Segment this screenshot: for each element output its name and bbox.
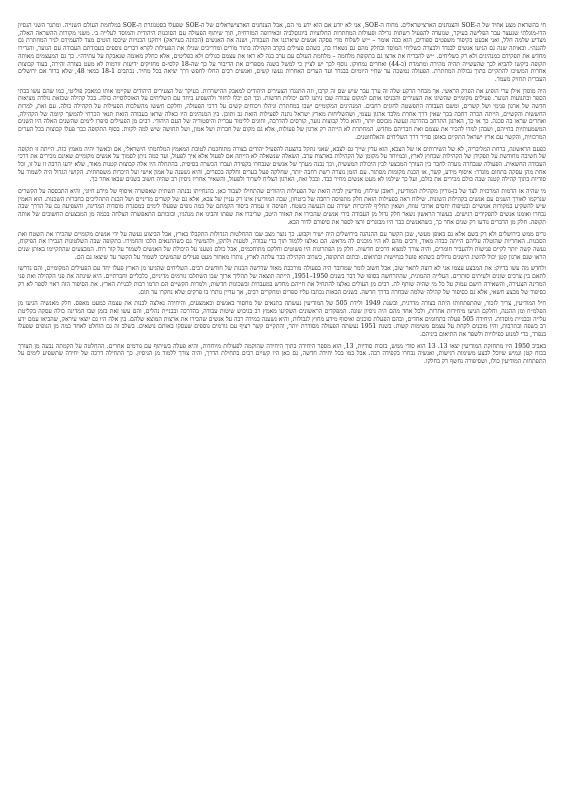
paragraph-8: באביב 1950 היו מתחזקת המודיעין יצאו 13. 13 הוא סודי ממש, בזכות סודיות, 13, הוא מספר היחידה בתוך היחידה שהוקמה לפעולות מיוחדות, והיא פעלה בשיתוף עם גורמים אחרים. ההחלטה על הקמתה נבעה מן הצורך בכוח קטן וגמיש שיוכל לבצע משימות רגישות, ואנשיה נבחרו בקפידה רבה. אבל כמו בכל יחידה חדשה, גם כאן היו קשיים רבים בתחילת הדרך, והיה צורך ללמוד מן הניסיון. כך התחילה דרכה של יחידה שתשפיע לימים על התפתחות המודיעין כולו, ושסיפורה נחשף רק בחלקו. [18,342,547,366]
paragraph-1: חי בהשראת מצע אחיד של ה-SOE והצנחנים הארצישראלים. מחוח ה-SOE, אני לא יודע אם הוא ידע מי הם, אבל הצנחנים הארצישראלים של ה-SOE שפעלו בסטנוגרת ה-SOE במלחמת העולם השנייה. ומתגר השני הנסיון הדו-מוגלתי שנעצר עבר הפלישה בעיקר, שנועדה להפעיל רשתות גרילה ופעולות המחתרות החלוציות ביוגוסלביה ובאירופה המזרחית, תוך שיתוף הפעולה עם הסוכנות היהודית והמוסד לעלייה ב׳. משני מקורות ההשראה האלה, מצדיע שלמה חלל, ואני אבעט בקיפור משפטים ספורים, הוא כבה אומר – ״יש לשלוח מדי פסקה אנשים שיארגנו את העבודה, ושנה את האנשים (הכוונה בעיראק) ויחקנו הכנויות שיכסו הוטים מצד להעמידם לניר המחתרת גם להגנה״. ובאותה שנה גם הגיעו אנשים לבגדד ולבצרה כשליחי המוסד ובחלק מהם גם נשארו בה, כשהם פעילים בקרב הקהילה בתור מורים ומדריכים שגילו את הפעילות לקרא דברים נוספים בעבודתם העבודה עם הנוער, והגדירו מחדש את תפקידם כמנהיגים ולא רק כשליחים. ״יש להבריח את ארצו גם בתקופת מלחמה – מלחמת העולם עם ערב בנה לא ראו את עצמם כגולים ולא כפליטים, אלא כחלק מאומה שנאבקת על עתידה״. כך גם המעצמים מאותה תקופה ביקשו להביא לכך שהעשייה תהיה מהירה ומתמדת (כ-44) ואחרים נמחוקו. נוסף לכך יש לציין כי למשל בשנה מספרים את הדיבור על כך שה-18 קלסי-ם מחזיקים ידיעות זורמות לא מעט בצורה זהירה, בעוד קבוצות אחרות המשיכו להתקיים בתוך גבולות המחתרת. הפעולה נמשכה עד שחיי היומיום בבגדד ועד הערים האחרות נעשו קשים, ואנשים רבים החלו לחפש דרך יציאה בכל מחיר. נכתבים 18-1 במאי 48, שלא ברור אם ירושלים העברית תחזיק מעמד. [18,22,547,83]
document-page [18,22,546,782]
paragraph-7: חיל המודיעין, צריך לזכור, שהתפתחותו היתה בצורה מדרגית, ובשנת 1949 ולידת 505 של המודיעין נעשתה בתנאים של מחסור באנשים ובאמצעים, והיחידה נאלצה לבנות את עצמה כמעט מאפס. חלק מאנשיה הגיעו מן הפלמ״ח ומן ההגנה, וחלקם הגיעו מיחידות אחרות, ולכל אחד מהם היה ניסיון שונה. המפקדים הראשונים השקיעו מאמץ רב בגיבוש שיטות עבודה, בהדרכה ובבניית נהלים, והם עשו זאת בזמן שבו המדינה כולה עסקה בקליטת עלייה ובבניית מוסדות. היחידה 505 פעלה בתחומים אחדים, ובהם הפעלת סוכנים ואיסוף מידע מחוץ לגבולות, והיא נשענה במידה רבה על אנשים שהכירו את ארצות המוצא שלהם. בין אלה היו גם יוצאי עיראק, שהביאו עמם ידע רב בשפה ובתרבות, והיו מוכנים לקחת על עצמם משימות קשות. בשנת 1951 נעשתה הפעולה מסודרת יותר, והתקיים קשר רציף עם גורמים נוספים שעסקו באותם נושאים. בשלב זה גם הוחלט לאחד כמה מן הגופים שפעלו בנפרד, כדי למנוע כפילויות ולשפר את התיאום ביניהם. [18,300,546,339]
paragraph-4: מי שהיה אז הדמות המרכזית לצד של בן-גוריון מקהילת המודיעין, ראובן שילוח, מודיעין לביה הזאת של הפעילות היהודים שהתחילו לעבוד כאן. בהנחייתו נבנתה תשתית שאפשרה איסוף של מידע חיוני, והיא התבססה על הקשרים שנרקמו לאורך השנים עם אנשים בקהילות השונות. שילוח ראה בפעילות הזאת חלק מתפיסה רחבה של ביטחון, שבה המודיעין אינו רק עניין של צבא, אלא גם של קשרים מדיניים ושל הבנת התהליכים בחברות השכנות. הוא האמין שיש להשקיע במקורות אנושיים ובטיפוח יחסים ארוכי טווח, ושאין תחליף להיכרות ישירה עם הנעשה בשטח. תפיסה זו עמדה ביסוד הקמתם של כמה גופים שפעלו לימים במסגרת מוסדות המדינה, והשפיעה גם על הדרך שבה נבחרו ואומנו אנשים לתפקידים רגישים. בעשור הראשון נשאר חלק גדול מן העבודה בידי אנשים שהכירו את האזור היטב, שדיברו את שפתו והבינו את מנהגיו, ובזכותם התאפשרה הצלחה בכמה מן המבצעים החשובים של אותה תקופה. חלק מן הדברים נודעו רק שנים אחר כך, כשהאנשים כבר היו מבוגרים ורצו לספר את סיפורם לדור הבא. [18,188,546,226]
paragraph-6: ולחדש מה עשו בדיוק: את המבצע עצמו אני לא רוצה לתאר שוב, אבל חשוב לומר שמדובר היה בפעולה מורכבת מאוד שדרשה הכנות של חודשים רבים. השליחים שהגיעו מן הארץ פעלו יחד עם הפעילים המקומיים, והם נדרשו לתאם בין צרכים שונים ולעיתים סותרים. העלייה ההמונית, שהתרחשה בסופו של דבר בשנים 1950–1951, הייתה תוצאה של תהליך ארוך שבו השתלבו גורמים מדיניים, כלכליים וחברתיים. היא שינתה את פני הקהילה ואת פני המדינה הצעירה, והשאירה רושם עמוק על כל מי שהיה שותף לה. רבים מן העולים נאלצו להתחיל את חייהם מחדש במעברות ובשכונות חדשות, ולמרות הקשיים הם תרמו רבות לבניית הארץ. את הסיפור הזה ראוי לספר לא רק כסיפור של מבצע חשאי, אלא גם כסיפור של קהילה שלמה שבחרה בדרך חדשה. בשנים הבאות נכתבו עליו ספרים ומחקרים רבים, אך עדיין נותרו בו פרקים שלא נחקרו עד תום. [18,265,546,296]
paragraph-3: כפעם הראשונה, ברחת המליבריה, לא של השירותים או של הצבא, הוא עדין שייך גם לצבא, שאני נתקל בהצעה להפעיל יהודים בצורה מתוחכמת לטובת המאמץ המלחמתי הישראלי, אם וכאשר יהיה מאמץ כזה. הייתה זו תקופה של חשיבה מחודשת על תפקידן של הקהילות שבחוץ לארץ, ובמיוחד על מקומן של הקהילות בארצות ערב. השאלה שנשאלה לא הייתה אם לפעול אלא איך לפעול, ועד כמה ניתן לסמוך על אנשים מקומיים שאינם מכירים את דרכי העבודה החשאית. הפעולה שנבחרה נועדה לחבר בין הצורך המבצעי לבין היכולת המעשית, וכך נבנה מערך של אנשים שנבחרו בקפידה ועברו הכשרה בסיסית. בהתחלה היו אלה קבוצות קטנות מאוד, שלא ידעו הרבה זו על זו, וכל אחת מהן עסקה בתחום מוגדר: איסוף מידע, קשר, או הכנת מקומות מסתור. עם הזמן נוצרה רשת רחבה יותר, שחלקה פעל בערים וחלקה בכפרים, והיא נשענה על אמון אישי ועל היכרות משפחתית. הקושי הגדול היה לשמור על סודיות בתוך קהילה קטנה שבה כולם מכירים את כולם, ועל כך שילמו לא מעט אנשים מחיר כבד. ובכל זאת, הארגון הצליח לשרוד ולפעול, והשאיר אחריו ניסיון רב שהיה חשוב בשנים שבאו אחר כך. [18,145,546,184]
paragraph-5: גרים ממש בירושלים ולא רק בשם אלא גם באופן מעשי, שכן הקשר עם ההנהגה בירושלים היה ישיר וקבוע. כך נוצר מצב שבו ההחלטות הגדולות התקבלו בארץ, אבל הביצוע נעשה על ידי אנשים מקומיים שהכירו את השטח ואת הסכנות. האחריות שהוטלה עליהם הייתה כבדה מאוד, ורבים מהם לא היו מוכנים לה מראש. הם נאלצו ללמוד תוך כדי עבודה, לטעות ולתקן, ולהמשיך גם כשהתנאים הלכו והחמירו. בתקופה שבה השלטונות הגבירו את הפיקוח, נעשה קשה יותר לקיים פגישות ולהעביר חומרים, והיה צורך למצוא דרכים חדשות. חלק מן הפתרונות היו פשוטים וחלקם מתוחכמים, אבל כולם נשענו על היכולת של האנשים לשמור על קור רוח. המבצעים שהתקיימו באותן שנים הראו שגם ארגון קטן יכול להשיג הישגים גדולים כשהוא פועל בנחישות ובתיאום. ובתום התקופה, כשרוב הקהילה כבר עלתה לארץ, נותרו מאחור מעט פעילים שהמשיכו לשמור על הקשר עד שיצאו גם הם. [18,230,546,261]
paragraph-2: היה מוסדן אילן ערי הופיע את הפרק הראשי. אך מבחר הרקע שלה זה ערך עבר שיש שם זה קרבו, וזה התנגדו הצעירים היהודים למאבק ההישרדות. בעיקר של הצעירים היהודים שקיימו אותו כמאבק פוליטי, כמו שהם עשו בבתי הספר ובתנועות הנוער. פעילים מקומיים שהשיגו את הצעירים והכניסו אותם למקום עבודה שבו ניתנו להם יכולות חדשות. וכך הם יכלו לחזור ולהשפיע ביחד עם השליחים על האוכלוסייה כולה. בכל קהילה שכזאת נולדה מציאות חדשה של ארגון פנימי ושל קשרים, ומשם העבודה התפשטה לחוגים רחבים. המנהיגים המקומיים ישבו במחתרת וניהלו ויכוחים קשים על דרכי הפעולה, וחלקם חששו מהשלכות הפעילות על הקהילה כולה. עם זאת, למרות החששות והקשיים, הייתה הכרה רחבה בכך שאין דרך אחרת מלבד ארגון עצמי, ושהשליחות מארץ ישראל נתנה לפעילות הזאת גב ותוכן. בין המנהיגים היו כאלה שראו בעבודה הזאת תנאי הכרחי להמשך קיומה של הקהילה, ואחרים שראו בה סכנה. כך או כך, הארגון התרחב בהדרגה ונעשה מבוסס יותר, והוא כלל קבוצות נוער, קורסים להדרכה, וחוגים ללימוד עברית והיסטוריה של העם היהודי. רבים מן הפעילים סיפרו לימים שהשנים האלה היו השנים המשמעותיות בחייהם, ושבהן למדו להכיר את עצמם ואת חבריהם מחדש. המחתרת לא הייתה רק ארגון של פעולות, אלא גם מקום של חברות ושל אמון, ושל תחושה שיש למה לקוות. בסוף התקופה כבר פעלו קבוצות בכל הערים המרכזיות, והקשר עם ארץ ישראל התקיים באופן סדיר דרך השליחים והאלחוטנים. [18,87,546,141]
